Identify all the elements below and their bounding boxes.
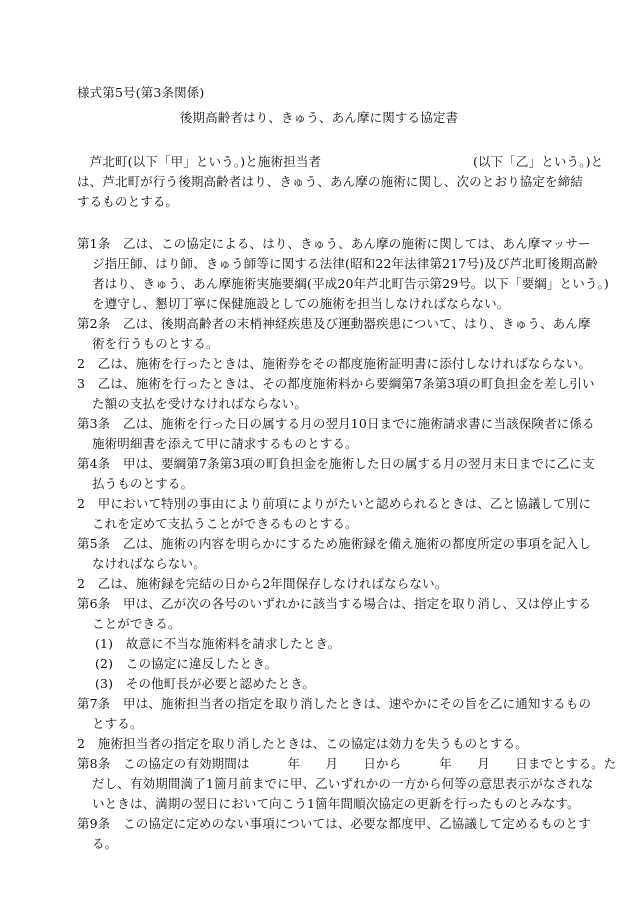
article-line: ジ指圧師、はり師、きゅう師等に関する法律(昭和22年法律第217号)及び芦北町後期高齢 [92, 256, 598, 271]
article-line: (3) その他町長が必要と認めたとき。 [95, 676, 316, 691]
article-line: 払うものとする。 [92, 476, 194, 491]
article-line: 2 甲において特別の事由により前項によりがたいと認められるときは、乙と協議して別に [77, 496, 592, 511]
article-line: た額の支払を受けなければならない。 [92, 396, 308, 411]
intro-line: 芦北町(以下「甲」という。)と施術担当者 (以下「乙」という。)と [77, 154, 604, 169]
article-line: 者はり、きゅう、あん摩施術実施要綱(平成20年芦北町告示第29号。以下「要綱」という。) [92, 276, 609, 291]
article-line: だし、有効期間満了1箇月前までに甲、乙いずれかの一方から何等の意思表示がなされな [92, 776, 594, 791]
articles-body [77, 234, 617, 854]
article-line: 2 乙は、施術録を完結の日から2年間保存しなければならない。 [77, 576, 448, 591]
article-line: 第2条 乙は、後期高齢者の末梢神経疾患及び運動器疾患について、はり、きゅう、あん摩 [77, 316, 591, 331]
article-line: 第7条 甲は、施術担当者の指定を取り消したときは、速やかにその旨を乙に通知するもの [77, 696, 592, 711]
article-line: いときは、満期の翌日において向こう1箇年間順次協定の更新を行ったものとみなす。 [92, 796, 580, 811]
article-line: 3 乙は、施術を行ったときは、その都度施術料から要綱第7条第3項の町負担金を差し引い [77, 376, 595, 391]
article-line: 術を行うものとする。 [92, 336, 219, 351]
article-line: 2 施術担当者の指定を取り消したときは、この協定は効力を失うものとする。 [77, 736, 528, 751]
article-line: とする。 [92, 716, 143, 731]
intro-line: は、芦北町が行う後期高齢者はり、きゅう、あん摩の施術に関し、次のとおり協定を締結 [77, 174, 584, 189]
article-line: を遵守し、懇切丁寧に保健施設としての施術を担当しなければならない。 [92, 296, 510, 311]
article-line: 第9条 この協定に定めのない事項については、必要な都度甲、乙協議して定めるものとす [77, 816, 591, 831]
form-number-label: 様式第5号(第3条関係) [77, 85, 205, 100]
article-line: 2 乙は、施術を行ったときは、施術券をその都度施術証明書に添付しなければならない。 [77, 356, 592, 371]
article-line: 第5条 乙は、施術の内容を明らかにするため施術録を備え施術の都度所定の事項を記入し [77, 536, 592, 551]
article-line: 第8条 この協定の有効期間は 年 月 日から 年 月 日までとする。た [77, 756, 617, 771]
article-line: なければならない。 [92, 556, 206, 571]
article-line: (2) この協定に違反したとき。 [95, 656, 278, 671]
article-line: る。 [92, 836, 118, 851]
article-line: 第4条 甲は、要綱第7条第3項の町負担金を施術した日の属する月の翌月末日までに乙に支 [77, 456, 595, 471]
article-line: 第6条 甲は、乙が次の各号のいずれかに該当する場合は、指定を取り消し、又は停止する [77, 596, 592, 611]
document-title: 後期高齢者はり、きゅう、あん摩に関する協定書 [179, 110, 459, 125]
article-line: これを定めて支払うことができるものとする。 [92, 516, 358, 531]
article-line: (1) 故意に不当な施術料を請求したとき。 [95, 636, 341, 651]
intro-line: するものとする。 [77, 194, 179, 209]
intro-paragraph [77, 152, 604, 212]
article-line: 第3条 乙は、施術を行った日の属する月の翌月10日までに施術請求書に当該保険者に係る [77, 416, 595, 431]
article-line: ことができる。 [92, 616, 181, 631]
article-line: 施術明細書を添えて甲に請求するものとする。 [92, 436, 358, 451]
article-line: 第1条 乙は、この協定による、はり、きゅう、あん摩の施術に関しては、あん摩マッサー [77, 236, 591, 251]
